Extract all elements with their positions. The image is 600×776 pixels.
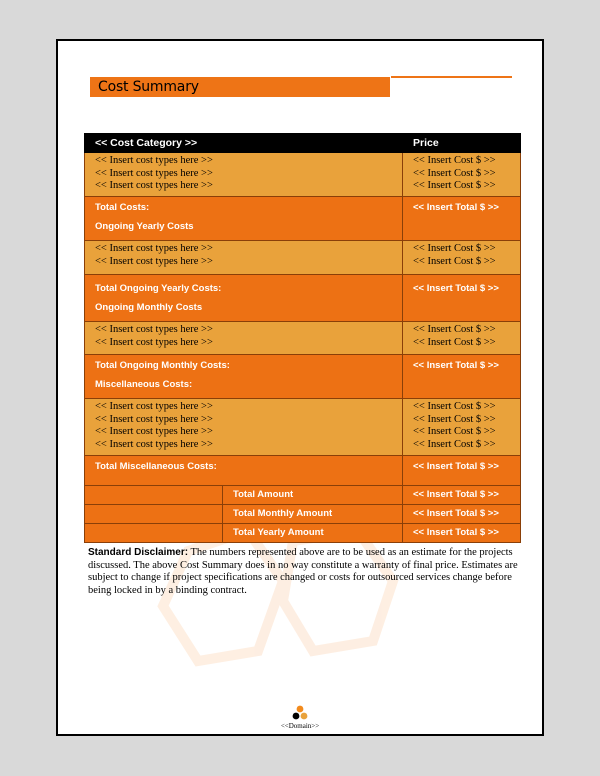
summary-value: << Insert Total $ >> (403, 486, 521, 505)
total-misc-label: Total Miscellaneous Costs: (95, 461, 217, 472)
cost-price-placeholder: << Insert Cost $ >> (413, 324, 496, 335)
header-cost-category: << Cost Category >> (85, 134, 403, 153)
cost-items-group (85, 399, 521, 456)
cost-price-placeholder: << Insert Cost $ >> (413, 438, 496, 450)
cost-price-placeholder: << Insert Cost $ >> (413, 426, 496, 438)
cost-price-cell (403, 399, 521, 456)
total-yearly-value-cell (403, 275, 521, 322)
cost-price-placeholder: << Insert Cost $ >> (413, 167, 496, 179)
cost-price-placeholder: << Insert Cost $ >> (413, 401, 496, 412)
total-misc-value-cell (403, 456, 521, 486)
cost-price-placeholder: << Insert Cost $ >> (413, 413, 496, 425)
disclaimer-text: The numbers represented above are to be used as an estimate for the projects discussed. The above Cost Summary does in no way constitute a warranty of final price. Estimates are subject to change if project specifications are changed or costs for outsourced services change before being locked in by a binding contract. (88, 547, 518, 596)
total-yearly-label-cell (85, 275, 403, 322)
cost-type-placeholder: << Insert cost types here >> (95, 401, 213, 412)
total-monthly-value: << Insert Total $ >> (413, 360, 499, 371)
title-accent-line (391, 76, 512, 78)
ongoing-yearly-heading: Ongoing Yearly Costs (95, 221, 194, 232)
cost-summary-table (84, 133, 521, 543)
disclaimer-paragraph (88, 547, 518, 597)
total-monthly-value-cell (403, 355, 521, 399)
cost-type-placeholder: << Insert cost types here >> (95, 324, 213, 335)
total-monthly-row (85, 355, 521, 399)
total-misc-label-cell (85, 456, 403, 486)
cost-price-cell (403, 322, 521, 355)
cost-items-group (85, 241, 521, 275)
cost-price-cell (403, 241, 521, 275)
summary-row-total-yearly (85, 524, 521, 543)
total-monthly-label-cell (85, 355, 403, 399)
cost-category-cell (85, 399, 403, 456)
cost-type-placeholder: << Insert cost types here >> (95, 426, 213, 438)
total-costs-value-cell (403, 197, 521, 241)
total-monthly-label: Total Ongoing Monthly Costs: (95, 360, 230, 371)
total-costs-row (85, 197, 521, 241)
summary-row-total-amount (85, 486, 521, 505)
cost-category-cell (85, 322, 403, 355)
cost-type-placeholder: << Insert cost types here >> (95, 438, 213, 450)
summary-label: Total Amount (223, 486, 403, 505)
summary-label: Total Yearly Amount (223, 524, 403, 543)
summary-row-total-monthly (85, 505, 521, 524)
total-yearly-value: << Insert Total $ >> (413, 283, 499, 294)
cost-price-placeholder: << Insert Cost $ >> (413, 243, 496, 254)
cost-type-placeholder: << Insert cost types here >> (95, 155, 213, 166)
miscellaneous-heading: Miscellaneous Costs: (95, 379, 193, 390)
cost-category-cell (85, 153, 403, 197)
cost-type-placeholder: << Insert cost types here >> (95, 180, 213, 192)
page-footer (58, 705, 542, 730)
summary-value: << Insert Total $ >> (403, 505, 521, 524)
cost-type-placeholder: << Insert cost types here >> (95, 255, 213, 267)
total-costs-label: Total Costs: (95, 202, 150, 213)
cost-price-placeholder: << Insert Cost $ >> (413, 336, 496, 348)
cost-type-placeholder: << Insert cost types here >> (95, 336, 213, 348)
total-misc-value: << Insert Total $ >> (413, 461, 499, 472)
summary-label: Total Monthly Amount (223, 505, 403, 524)
summary-spacer-cell (85, 524, 223, 543)
cost-items-group (85, 322, 521, 355)
document-page (56, 39, 544, 736)
page-title: Cost Summary (90, 77, 390, 97)
header-price: Price (403, 134, 521, 153)
total-yearly-label: Total Ongoing Yearly Costs: (95, 283, 222, 294)
cost-category-cell (85, 241, 403, 275)
cost-price-placeholder: << Insert Cost $ >> (413, 155, 496, 166)
cost-price-placeholder: << Insert Cost $ >> (413, 255, 496, 267)
hexagon-logo-icon (289, 705, 311, 721)
cost-type-placeholder: << Insert cost types here >> (95, 167, 213, 179)
total-misc-row (85, 456, 521, 486)
cost-items-group (85, 153, 521, 197)
ongoing-monthly-heading: Ongoing Monthly Costs (95, 302, 203, 313)
summary-value: << Insert Total $ >> (403, 524, 521, 543)
cost-price-placeholder: << Insert Cost $ >> (413, 180, 496, 192)
cost-type-placeholder: << Insert cost types here >> (95, 413, 213, 425)
footer-domain: <<Domain>> (280, 722, 320, 730)
total-costs-value: << Insert Total $ >> (413, 202, 499, 213)
cost-price-cell (403, 153, 521, 197)
summary-spacer-cell (85, 486, 223, 505)
cost-type-placeholder: << Insert cost types here >> (95, 243, 213, 254)
table-header-row (85, 134, 521, 153)
total-yearly-row (85, 275, 521, 322)
summary-spacer-cell (85, 505, 223, 524)
total-costs-label-cell (85, 197, 403, 241)
disclaimer-label: Standard Disclaimer: (88, 547, 189, 558)
